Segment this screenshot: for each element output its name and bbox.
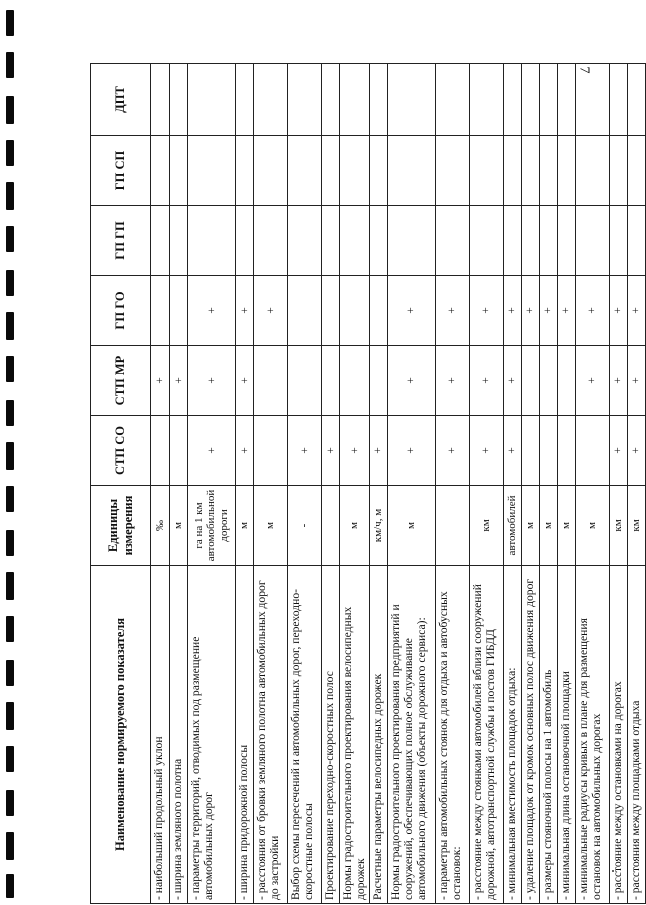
row-unit: ‰ <box>151 486 170 566</box>
row-unit <box>322 486 340 566</box>
cell-c4 <box>369 206 387 276</box>
cell-c4 <box>503 206 521 276</box>
row-name: Проектирование переходно-скоростных полос <box>322 566 340 904</box>
cell-c1 <box>521 416 539 486</box>
header-c1: СТП СО <box>91 416 151 486</box>
cell-c2: + <box>188 346 236 416</box>
cell-c6 <box>557 64 575 136</box>
row-name: - удаление площадок от кромок основных полос движения дорог <box>521 566 539 904</box>
cell-c4 <box>322 206 340 276</box>
row-unit: м <box>387 486 435 566</box>
cell-c3 <box>322 276 340 346</box>
cell-c2: + <box>469 346 503 416</box>
cell-c1: + <box>609 416 627 486</box>
header-c4: ГП ГП <box>91 206 151 276</box>
cell-c3: + <box>387 276 435 346</box>
row-name: - расстояние между остановками на дорогах <box>609 566 627 904</box>
cell-c3 <box>340 276 370 346</box>
row-name: Нормы градостроительного проектирования предприятий и сооружений, обеспечивающих полное обслуживание автомобильного движения (объекты дорожного сервиса): <box>387 566 435 904</box>
cell-c5 <box>322 136 340 206</box>
cell-c6 <box>469 64 503 136</box>
cell-c3: + <box>188 276 236 346</box>
cell-c3: + <box>254 276 288 346</box>
table-row <box>369 64 387 904</box>
row-unit: км <box>627 486 645 566</box>
cell-c2 <box>288 346 322 416</box>
cell-c2 <box>369 346 387 416</box>
cell-c2: + <box>627 346 645 416</box>
row-name: - минимальная длина остановочной площадки <box>557 566 575 904</box>
cell-c3 <box>288 276 322 346</box>
cell-c5 <box>288 136 322 206</box>
row-name: - минимальные радиусы кривых в плане для размещения остановок на автомобильных дорогах <box>575 566 609 904</box>
cell-c6 <box>188 64 236 136</box>
cell-c2 <box>557 346 575 416</box>
cell-c3: + <box>609 276 627 346</box>
cell-c4 <box>188 206 236 276</box>
cell-c6 <box>322 64 340 136</box>
cell-c1 <box>170 416 188 486</box>
cell-c5 <box>539 136 557 206</box>
table-row <box>521 64 539 904</box>
table-row <box>254 64 288 904</box>
cell-c3: + <box>469 276 503 346</box>
row-name: - расстояние между стоянками автомобилей вблизи сооружений дорожной, автотранспортной службы и постов ГИБДД <box>469 566 503 904</box>
table-row <box>387 64 435 904</box>
cell-c1: + <box>322 416 340 486</box>
cell-c6 <box>575 64 609 136</box>
cell-c3 <box>369 276 387 346</box>
row-unit <box>435 486 469 566</box>
cell-c1: + <box>435 416 469 486</box>
cell-c1: + <box>387 416 435 486</box>
cell-c1 <box>151 416 170 486</box>
cell-c3: + <box>557 276 575 346</box>
cell-c3: + <box>503 276 521 346</box>
row-unit: км <box>469 486 503 566</box>
cell-c5 <box>236 136 254 206</box>
cell-c2 <box>521 346 539 416</box>
page-number: 7 <box>576 66 592 74</box>
row-name: Расчетные параметры велосипедных дорожек <box>369 566 387 904</box>
row-unit: м <box>539 486 557 566</box>
cell-c2: + <box>151 346 170 416</box>
cell-c1 <box>557 416 575 486</box>
cell-c4 <box>435 206 469 276</box>
cell-c2: + <box>575 346 609 416</box>
table-row <box>435 64 469 904</box>
cell-c2: + <box>170 346 188 416</box>
cell-c1: + <box>188 416 236 486</box>
cell-c5 <box>151 136 170 206</box>
row-unit: - <box>288 486 322 566</box>
table-row <box>188 64 236 904</box>
cell-c1: + <box>236 416 254 486</box>
cell-c5 <box>503 136 521 206</box>
cell-c6 <box>170 64 188 136</box>
cell-c6 <box>609 64 627 136</box>
header-c5: ГП СП <box>91 136 151 206</box>
cell-c4 <box>539 206 557 276</box>
cell-c6 <box>521 64 539 136</box>
cell-c4 <box>627 206 645 276</box>
cell-c5 <box>521 136 539 206</box>
cell-c6 <box>627 64 645 136</box>
row-name: - наибольший продольный уклон <box>151 566 170 904</box>
row-unit: м <box>236 486 254 566</box>
cell-c5 <box>340 136 370 206</box>
cell-c6 <box>435 64 469 136</box>
cell-c3 <box>170 276 188 346</box>
cell-c1 <box>254 416 288 486</box>
cell-c1 <box>539 416 557 486</box>
cell-c3 <box>151 276 170 346</box>
header-c3: ГП ГО <box>91 276 151 346</box>
cell-c6 <box>539 64 557 136</box>
table-row <box>170 64 188 904</box>
cell-c4 <box>575 206 609 276</box>
row-unit: км/ч, м <box>369 486 387 566</box>
cell-c2: + <box>236 346 254 416</box>
row-name: - минимальная вместимость площадок отдыха: <box>503 566 521 904</box>
row-name: - ширина земляного полотна <box>170 566 188 904</box>
table-row <box>609 64 627 904</box>
table-row <box>557 64 575 904</box>
cell-c6 <box>340 64 370 136</box>
cell-c1: + <box>340 416 370 486</box>
cell-c5 <box>609 136 627 206</box>
cell-c5 <box>188 136 236 206</box>
table-row <box>539 64 557 904</box>
cell-c4 <box>387 206 435 276</box>
row-unit: м <box>170 486 188 566</box>
norms-table <box>90 63 646 904</box>
row-unit: м <box>575 486 609 566</box>
table-row <box>151 64 170 904</box>
cell-c3: + <box>521 276 539 346</box>
row-unit: км <box>609 486 627 566</box>
cell-c3: + <box>627 276 645 346</box>
row-unit: м <box>521 486 539 566</box>
cell-c4 <box>609 206 627 276</box>
header-c2: СТП МР <box>91 346 151 416</box>
cell-c1: + <box>469 416 503 486</box>
cell-c6 <box>369 64 387 136</box>
header-row <box>91 64 151 904</box>
cell-c2: + <box>387 346 435 416</box>
row-unit: м <box>340 486 370 566</box>
row-name: - расстояния от бровки земляного полотна автомобильных дорог до застройки <box>254 566 288 904</box>
cell-c4 <box>521 206 539 276</box>
row-name: Нормы градостроительного проектирования велосипедных дорожек <box>340 566 370 904</box>
cell-c5 <box>170 136 188 206</box>
cell-c6 <box>503 64 521 136</box>
header-name: Наименование нормируемого показателя <box>91 566 151 904</box>
row-name: - параметры территорий, отводимых под размещение автомобильных дорог <box>188 566 236 904</box>
cell-c1: + <box>369 416 387 486</box>
cell-c1: + <box>627 416 645 486</box>
cell-c6 <box>151 64 170 136</box>
row-unit: автомобилей <box>503 486 521 566</box>
cell-c4 <box>340 206 370 276</box>
cell-c4 <box>236 206 254 276</box>
cell-c5 <box>469 136 503 206</box>
cell-c4 <box>557 206 575 276</box>
cell-c2: + <box>609 346 627 416</box>
cell-c6 <box>254 64 288 136</box>
cell-c2: + <box>503 346 521 416</box>
header-c6: ДПТ <box>91 64 151 136</box>
row-name: - параметры автомобильных стоянок для отдыха и автобусных остановок: <box>435 566 469 904</box>
cell-c3: + <box>435 276 469 346</box>
cell-c4 <box>254 206 288 276</box>
cell-c2 <box>254 346 288 416</box>
table-row <box>288 64 322 904</box>
table-row <box>503 64 521 904</box>
binder-holes <box>6 0 16 905</box>
cell-c4 <box>151 206 170 276</box>
table-row <box>322 64 340 904</box>
cell-c5 <box>557 136 575 206</box>
cell-c1 <box>575 416 609 486</box>
row-name: - расстояния между площадками отдыха <box>627 566 645 904</box>
cell-c5 <box>435 136 469 206</box>
rotated-table-container <box>90 64 643 904</box>
row-unit: га на 1 км автомобильной дороги <box>188 486 236 566</box>
row-unit: м <box>557 486 575 566</box>
cell-c3: + <box>539 276 557 346</box>
cell-c4 <box>469 206 503 276</box>
row-unit: м <box>254 486 288 566</box>
row-name: - ширина придорожной полосы <box>236 566 254 904</box>
row-name: - размеры стояночной полосы на 1 автомобиль <box>539 566 557 904</box>
cell-c5 <box>627 136 645 206</box>
cell-c4 <box>288 206 322 276</box>
cell-c5 <box>254 136 288 206</box>
cell-c3: + <box>575 276 609 346</box>
header-unit: Единицы измерения <box>91 486 151 566</box>
cell-c1: + <box>503 416 521 486</box>
table-row <box>575 64 609 904</box>
table-row <box>627 64 645 904</box>
cell-c5 <box>575 136 609 206</box>
cell-c6 <box>387 64 435 136</box>
cell-c4 <box>170 206 188 276</box>
table-row <box>340 64 370 904</box>
row-name: Выбор схемы пересечений и автомобильных дорог, переходно-скоростные полосы <box>288 566 322 904</box>
table-row <box>236 64 254 904</box>
cell-c3: + <box>236 276 254 346</box>
cell-c6 <box>288 64 322 136</box>
cell-c2 <box>340 346 370 416</box>
cell-c6 <box>236 64 254 136</box>
cell-c2 <box>322 346 340 416</box>
cell-c2 <box>539 346 557 416</box>
cell-c1: + <box>288 416 322 486</box>
table-row <box>469 64 503 904</box>
cell-c2: + <box>435 346 469 416</box>
cell-c5 <box>369 136 387 206</box>
cell-c5 <box>387 136 435 206</box>
